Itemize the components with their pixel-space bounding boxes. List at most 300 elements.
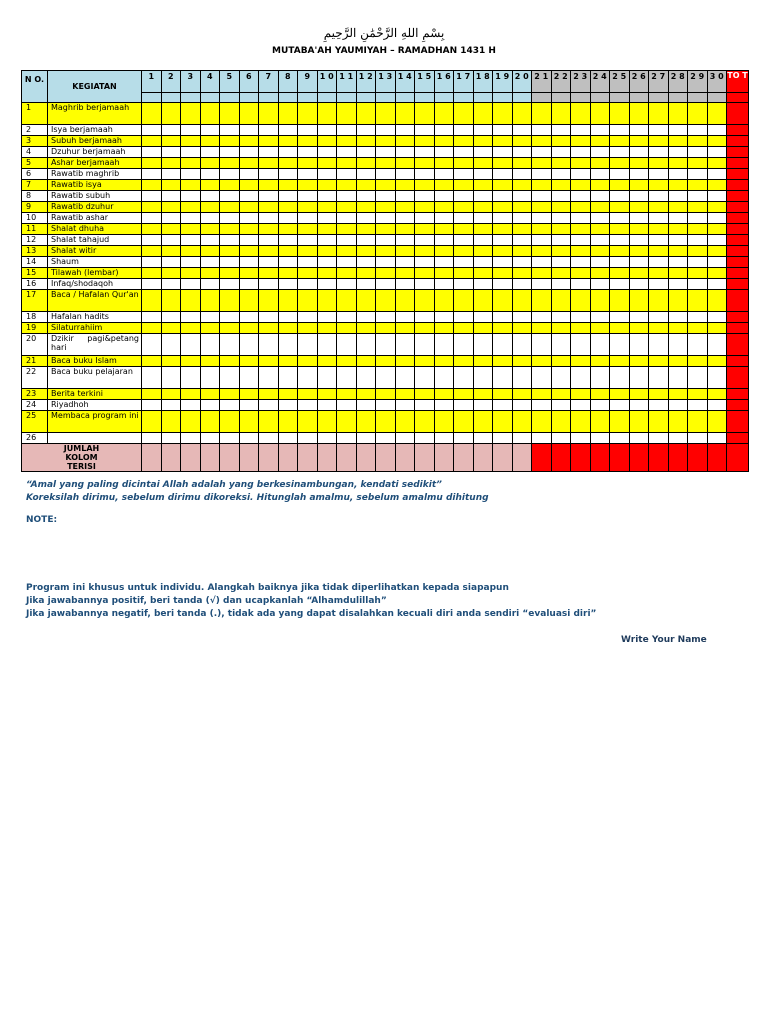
day-cell[interactable] bbox=[590, 136, 610, 147]
day-cell[interactable] bbox=[161, 213, 181, 224]
day-cell[interactable] bbox=[668, 180, 688, 191]
day-cell[interactable] bbox=[707, 246, 727, 257]
day-cell[interactable] bbox=[259, 158, 279, 169]
day-cell[interactable] bbox=[220, 202, 240, 213]
day-cell[interactable] bbox=[551, 169, 571, 180]
day-cell[interactable] bbox=[649, 257, 669, 268]
day-cell[interactable] bbox=[181, 169, 201, 180]
day-cell[interactable] bbox=[610, 246, 630, 257]
day-cell[interactable] bbox=[649, 400, 669, 411]
day-cell[interactable] bbox=[317, 136, 337, 147]
day-cell[interactable] bbox=[181, 158, 201, 169]
day-cell[interactable] bbox=[181, 235, 201, 246]
day-cell[interactable] bbox=[376, 103, 396, 125]
day-cell[interactable] bbox=[337, 323, 357, 334]
day-cell[interactable] bbox=[434, 389, 454, 400]
day-cell[interactable] bbox=[434, 191, 454, 202]
day-cell[interactable] bbox=[649, 103, 669, 125]
day-cell[interactable] bbox=[707, 312, 727, 323]
day-cell[interactable] bbox=[454, 334, 474, 356]
day-cell[interactable] bbox=[395, 147, 415, 158]
day-cell[interactable] bbox=[395, 246, 415, 257]
day-cell[interactable] bbox=[142, 389, 162, 400]
day-cell[interactable] bbox=[278, 180, 298, 191]
day-cell[interactable] bbox=[200, 290, 220, 312]
day-cell[interactable] bbox=[395, 103, 415, 125]
day-cell[interactable] bbox=[337, 191, 357, 202]
day-cell[interactable] bbox=[298, 147, 318, 158]
day-cell[interactable] bbox=[688, 433, 708, 444]
day-cell[interactable] bbox=[590, 125, 610, 136]
day-cell[interactable] bbox=[298, 180, 318, 191]
day-cell[interactable] bbox=[200, 224, 220, 235]
day-cell[interactable] bbox=[278, 312, 298, 323]
day-cell[interactable] bbox=[337, 268, 357, 279]
day-cell[interactable] bbox=[707, 356, 727, 367]
day-cell[interactable] bbox=[278, 213, 298, 224]
day-cell[interactable] bbox=[376, 158, 396, 169]
day-cell[interactable] bbox=[434, 290, 454, 312]
day-cell[interactable] bbox=[493, 257, 513, 268]
day-cell[interactable] bbox=[376, 433, 396, 444]
day-cell[interactable] bbox=[337, 224, 357, 235]
day-cell[interactable] bbox=[707, 400, 727, 411]
day-cell[interactable] bbox=[571, 235, 591, 246]
day-cell[interactable] bbox=[239, 367, 259, 389]
day-cell[interactable] bbox=[200, 323, 220, 334]
day-cell[interactable] bbox=[278, 125, 298, 136]
day-cell[interactable] bbox=[356, 136, 376, 147]
day-cell[interactable] bbox=[415, 257, 435, 268]
day-cell[interactable] bbox=[220, 224, 240, 235]
day-cell[interactable] bbox=[571, 268, 591, 279]
day-cell[interactable] bbox=[161, 400, 181, 411]
day-cell[interactable] bbox=[220, 400, 240, 411]
day-cell[interactable] bbox=[473, 367, 493, 389]
day-cell[interactable] bbox=[415, 169, 435, 180]
day-cell[interactable] bbox=[259, 202, 279, 213]
day-cell[interactable] bbox=[395, 433, 415, 444]
day-cell[interactable] bbox=[317, 257, 337, 268]
day-cell[interactable] bbox=[434, 224, 454, 235]
day-cell[interactable] bbox=[551, 257, 571, 268]
day-cell[interactable] bbox=[649, 411, 669, 433]
day-cell[interactable] bbox=[220, 323, 240, 334]
day-cell[interactable] bbox=[571, 389, 591, 400]
day-cell[interactable] bbox=[493, 235, 513, 246]
day-cell[interactable] bbox=[473, 433, 493, 444]
day-cell[interactable] bbox=[395, 356, 415, 367]
day-cell[interactable] bbox=[356, 356, 376, 367]
day-cell[interactable] bbox=[532, 411, 552, 433]
day-cell[interactable] bbox=[707, 367, 727, 389]
day-cell[interactable] bbox=[668, 290, 688, 312]
day-cell[interactable] bbox=[161, 312, 181, 323]
day-cell[interactable] bbox=[161, 224, 181, 235]
day-cell[interactable] bbox=[610, 400, 630, 411]
day-cell[interactable] bbox=[473, 158, 493, 169]
day-cell[interactable] bbox=[629, 367, 649, 389]
day-cell[interactable] bbox=[688, 356, 708, 367]
day-cell[interactable] bbox=[259, 389, 279, 400]
day-cell[interactable] bbox=[259, 411, 279, 433]
day-cell[interactable] bbox=[454, 433, 474, 444]
day-cell[interactable] bbox=[142, 235, 162, 246]
day-cell[interactable] bbox=[142, 147, 162, 158]
day-cell[interactable] bbox=[239, 268, 259, 279]
day-cell[interactable] bbox=[629, 158, 649, 169]
day-cell[interactable] bbox=[220, 279, 240, 290]
day-cell[interactable] bbox=[571, 147, 591, 158]
day-cell[interactable] bbox=[200, 268, 220, 279]
day-cell[interactable] bbox=[376, 202, 396, 213]
day-cell[interactable] bbox=[571, 257, 591, 268]
day-cell[interactable] bbox=[200, 169, 220, 180]
day-cell[interactable] bbox=[239, 136, 259, 147]
day-cell[interactable] bbox=[668, 312, 688, 323]
day-cell[interactable] bbox=[337, 103, 357, 125]
day-cell[interactable] bbox=[590, 312, 610, 323]
day-cell[interactable] bbox=[415, 191, 435, 202]
day-cell[interactable] bbox=[629, 125, 649, 136]
day-cell[interactable] bbox=[356, 323, 376, 334]
day-cell[interactable] bbox=[239, 158, 259, 169]
day-cell[interactable] bbox=[239, 202, 259, 213]
day-cell[interactable] bbox=[493, 224, 513, 235]
day-cell[interactable] bbox=[181, 367, 201, 389]
day-cell[interactable] bbox=[629, 136, 649, 147]
day-cell[interactable] bbox=[142, 433, 162, 444]
day-cell[interactable] bbox=[512, 224, 532, 235]
day-cell[interactable] bbox=[668, 246, 688, 257]
day-cell[interactable] bbox=[473, 180, 493, 191]
day-cell[interactable] bbox=[317, 400, 337, 411]
day-cell[interactable] bbox=[668, 147, 688, 158]
day-cell[interactable] bbox=[200, 191, 220, 202]
day-cell[interactable] bbox=[707, 224, 727, 235]
day-cell[interactable] bbox=[590, 169, 610, 180]
day-cell[interactable] bbox=[590, 334, 610, 356]
day-cell[interactable] bbox=[512, 389, 532, 400]
day-cell[interactable] bbox=[298, 290, 318, 312]
day-cell[interactable] bbox=[220, 290, 240, 312]
day-cell[interactable] bbox=[551, 400, 571, 411]
day-cell[interactable] bbox=[376, 356, 396, 367]
day-cell[interactable] bbox=[181, 279, 201, 290]
day-cell[interactable] bbox=[493, 268, 513, 279]
day-cell[interactable] bbox=[298, 323, 318, 334]
day-cell[interactable] bbox=[688, 367, 708, 389]
day-cell[interactable] bbox=[239, 279, 259, 290]
day-cell[interactable] bbox=[220, 312, 240, 323]
day-cell[interactable] bbox=[454, 312, 474, 323]
day-cell[interactable] bbox=[317, 103, 337, 125]
day-cell[interactable] bbox=[337, 411, 357, 433]
day-cell[interactable] bbox=[688, 312, 708, 323]
day-cell[interactable] bbox=[259, 334, 279, 356]
day-cell[interactable] bbox=[629, 147, 649, 158]
day-cell[interactable] bbox=[473, 356, 493, 367]
day-cell[interactable] bbox=[493, 136, 513, 147]
day-cell[interactable] bbox=[551, 213, 571, 224]
day-cell[interactable] bbox=[668, 356, 688, 367]
day-cell[interactable] bbox=[610, 268, 630, 279]
day-cell[interactable] bbox=[688, 279, 708, 290]
day-cell[interactable] bbox=[259, 268, 279, 279]
day-cell[interactable] bbox=[434, 125, 454, 136]
day-cell[interactable] bbox=[571, 400, 591, 411]
day-cell[interactable] bbox=[278, 389, 298, 400]
day-cell[interactable] bbox=[454, 400, 474, 411]
day-cell[interactable] bbox=[610, 213, 630, 224]
day-cell[interactable] bbox=[454, 125, 474, 136]
day-cell[interactable] bbox=[317, 268, 337, 279]
day-cell[interactable] bbox=[707, 169, 727, 180]
day-cell[interactable] bbox=[259, 235, 279, 246]
day-cell[interactable] bbox=[200, 158, 220, 169]
day-cell[interactable] bbox=[688, 103, 708, 125]
day-cell[interactable] bbox=[454, 411, 474, 433]
day-cell[interactable] bbox=[707, 334, 727, 356]
day-cell[interactable] bbox=[356, 147, 376, 158]
day-cell[interactable] bbox=[376, 279, 396, 290]
day-cell[interactable] bbox=[220, 169, 240, 180]
day-cell[interactable] bbox=[415, 290, 435, 312]
day-cell[interactable] bbox=[571, 136, 591, 147]
day-cell[interactable] bbox=[161, 411, 181, 433]
day-cell[interactable] bbox=[454, 356, 474, 367]
day-cell[interactable] bbox=[688, 411, 708, 433]
day-cell[interactable] bbox=[532, 356, 552, 367]
day-cell[interactable] bbox=[278, 235, 298, 246]
day-cell[interactable] bbox=[590, 213, 610, 224]
day-cell[interactable] bbox=[668, 136, 688, 147]
day-cell[interactable] bbox=[649, 433, 669, 444]
day-cell[interactable] bbox=[220, 213, 240, 224]
day-cell[interactable] bbox=[239, 224, 259, 235]
day-cell[interactable] bbox=[473, 323, 493, 334]
day-cell[interactable] bbox=[317, 147, 337, 158]
day-cell[interactable] bbox=[454, 158, 474, 169]
day-cell[interactable] bbox=[551, 433, 571, 444]
day-cell[interactable] bbox=[688, 191, 708, 202]
day-cell[interactable] bbox=[415, 367, 435, 389]
day-cell[interactable] bbox=[337, 125, 357, 136]
day-cell[interactable] bbox=[337, 400, 357, 411]
day-cell[interactable] bbox=[571, 158, 591, 169]
day-cell[interactable] bbox=[571, 334, 591, 356]
day-cell[interactable] bbox=[473, 147, 493, 158]
day-cell[interactable] bbox=[532, 169, 552, 180]
day-cell[interactable] bbox=[532, 433, 552, 444]
day-cell[interactable] bbox=[181, 290, 201, 312]
day-cell[interactable] bbox=[493, 180, 513, 191]
day-cell[interactable] bbox=[259, 290, 279, 312]
day-cell[interactable] bbox=[356, 279, 376, 290]
day-cell[interactable] bbox=[298, 367, 318, 389]
day-cell[interactable] bbox=[181, 224, 201, 235]
day-cell[interactable] bbox=[239, 334, 259, 356]
day-cell[interactable] bbox=[688, 180, 708, 191]
day-cell[interactable] bbox=[571, 125, 591, 136]
day-cell[interactable] bbox=[376, 125, 396, 136]
day-cell[interactable] bbox=[532, 103, 552, 125]
day-cell[interactable] bbox=[610, 367, 630, 389]
day-cell[interactable] bbox=[571, 202, 591, 213]
day-cell[interactable] bbox=[590, 202, 610, 213]
day-cell[interactable] bbox=[571, 191, 591, 202]
day-cell[interactable] bbox=[610, 147, 630, 158]
day-cell[interactable] bbox=[220, 433, 240, 444]
day-cell[interactable] bbox=[493, 389, 513, 400]
day-cell[interactable] bbox=[415, 268, 435, 279]
day-cell[interactable] bbox=[493, 290, 513, 312]
day-cell[interactable] bbox=[259, 191, 279, 202]
day-cell[interactable] bbox=[356, 257, 376, 268]
day-cell[interactable] bbox=[181, 136, 201, 147]
day-cell[interactable] bbox=[649, 180, 669, 191]
day-cell[interactable] bbox=[181, 356, 201, 367]
day-cell[interactable] bbox=[610, 125, 630, 136]
day-cell[interactable] bbox=[532, 323, 552, 334]
day-cell[interactable] bbox=[181, 400, 201, 411]
day-cell[interactable] bbox=[259, 279, 279, 290]
day-cell[interactable] bbox=[376, 411, 396, 433]
day-cell[interactable] bbox=[298, 224, 318, 235]
day-cell[interactable] bbox=[142, 125, 162, 136]
day-cell[interactable] bbox=[200, 246, 220, 257]
day-cell[interactable] bbox=[200, 125, 220, 136]
day-cell[interactable] bbox=[649, 125, 669, 136]
day-cell[interactable] bbox=[415, 158, 435, 169]
day-cell[interactable] bbox=[473, 312, 493, 323]
day-cell[interactable] bbox=[220, 246, 240, 257]
day-cell[interactable] bbox=[259, 367, 279, 389]
day-cell[interactable] bbox=[532, 400, 552, 411]
day-cell[interactable] bbox=[317, 213, 337, 224]
day-cell[interactable] bbox=[298, 246, 318, 257]
day-cell[interactable] bbox=[395, 312, 415, 323]
day-cell[interactable] bbox=[239, 323, 259, 334]
day-cell[interactable] bbox=[298, 191, 318, 202]
day-cell[interactable] bbox=[278, 103, 298, 125]
day-cell[interactable] bbox=[512, 158, 532, 169]
day-cell[interactable] bbox=[434, 356, 454, 367]
day-cell[interactable] bbox=[551, 323, 571, 334]
day-cell[interactable] bbox=[688, 202, 708, 213]
day-cell[interactable] bbox=[317, 312, 337, 323]
day-cell[interactable] bbox=[337, 158, 357, 169]
day-cell[interactable] bbox=[707, 389, 727, 400]
day-cell[interactable] bbox=[590, 323, 610, 334]
day-cell[interactable] bbox=[220, 367, 240, 389]
day-cell[interactable] bbox=[161, 169, 181, 180]
day-cell[interactable] bbox=[688, 323, 708, 334]
day-cell[interactable] bbox=[512, 246, 532, 257]
day-cell[interactable] bbox=[610, 334, 630, 356]
day-cell[interactable] bbox=[278, 290, 298, 312]
day-cell[interactable] bbox=[200, 279, 220, 290]
day-cell[interactable] bbox=[220, 147, 240, 158]
day-cell[interactable] bbox=[278, 367, 298, 389]
day-cell[interactable] bbox=[551, 268, 571, 279]
day-cell[interactable] bbox=[415, 180, 435, 191]
day-cell[interactable] bbox=[317, 246, 337, 257]
day-cell[interactable] bbox=[668, 411, 688, 433]
day-cell[interactable] bbox=[590, 279, 610, 290]
day-cell[interactable] bbox=[590, 389, 610, 400]
day-cell[interactable] bbox=[298, 312, 318, 323]
day-cell[interactable] bbox=[415, 323, 435, 334]
day-cell[interactable] bbox=[317, 367, 337, 389]
day-cell[interactable] bbox=[259, 125, 279, 136]
day-cell[interactable] bbox=[376, 224, 396, 235]
day-cell[interactable] bbox=[551, 224, 571, 235]
day-cell[interactable] bbox=[629, 433, 649, 444]
day-cell[interactable] bbox=[707, 323, 727, 334]
day-cell[interactable] bbox=[376, 400, 396, 411]
day-cell[interactable] bbox=[551, 246, 571, 257]
day-cell[interactable] bbox=[688, 224, 708, 235]
day-cell[interactable] bbox=[571, 213, 591, 224]
day-cell[interactable] bbox=[551, 180, 571, 191]
day-cell[interactable] bbox=[454, 180, 474, 191]
day-cell[interactable] bbox=[161, 356, 181, 367]
day-cell[interactable] bbox=[337, 257, 357, 268]
day-cell[interactable] bbox=[142, 290, 162, 312]
day-cell[interactable] bbox=[571, 279, 591, 290]
day-cell[interactable] bbox=[317, 389, 337, 400]
day-cell[interactable] bbox=[532, 147, 552, 158]
day-cell[interactable] bbox=[278, 279, 298, 290]
day-cell[interactable] bbox=[532, 235, 552, 246]
day-cell[interactable] bbox=[317, 323, 337, 334]
day-cell[interactable] bbox=[454, 147, 474, 158]
day-cell[interactable] bbox=[454, 389, 474, 400]
day-cell[interactable] bbox=[259, 312, 279, 323]
day-cell[interactable] bbox=[337, 213, 357, 224]
day-cell[interactable] bbox=[239, 125, 259, 136]
day-cell[interactable] bbox=[298, 268, 318, 279]
day-cell[interactable] bbox=[649, 169, 669, 180]
day-cell[interactable] bbox=[649, 158, 669, 169]
day-cell[interactable] bbox=[376, 147, 396, 158]
day-cell[interactable] bbox=[220, 235, 240, 246]
day-cell[interactable] bbox=[610, 323, 630, 334]
day-cell[interactable] bbox=[610, 136, 630, 147]
day-cell[interactable] bbox=[259, 433, 279, 444]
day-cell[interactable] bbox=[278, 202, 298, 213]
day-cell[interactable] bbox=[259, 169, 279, 180]
day-cell[interactable] bbox=[142, 400, 162, 411]
day-cell[interactable] bbox=[649, 279, 669, 290]
day-cell[interactable] bbox=[551, 103, 571, 125]
day-cell[interactable] bbox=[473, 268, 493, 279]
day-cell[interactable] bbox=[707, 411, 727, 433]
day-cell[interactable] bbox=[317, 334, 337, 356]
day-cell[interactable] bbox=[142, 257, 162, 268]
day-cell[interactable] bbox=[688, 290, 708, 312]
day-cell[interactable] bbox=[532, 367, 552, 389]
day-cell[interactable] bbox=[707, 257, 727, 268]
day-cell[interactable] bbox=[434, 411, 454, 433]
day-cell[interactable] bbox=[434, 213, 454, 224]
day-cell[interactable] bbox=[610, 433, 630, 444]
day-cell[interactable] bbox=[512, 356, 532, 367]
day-cell[interactable] bbox=[590, 147, 610, 158]
day-cell[interactable] bbox=[200, 411, 220, 433]
day-cell[interactable] bbox=[707, 290, 727, 312]
